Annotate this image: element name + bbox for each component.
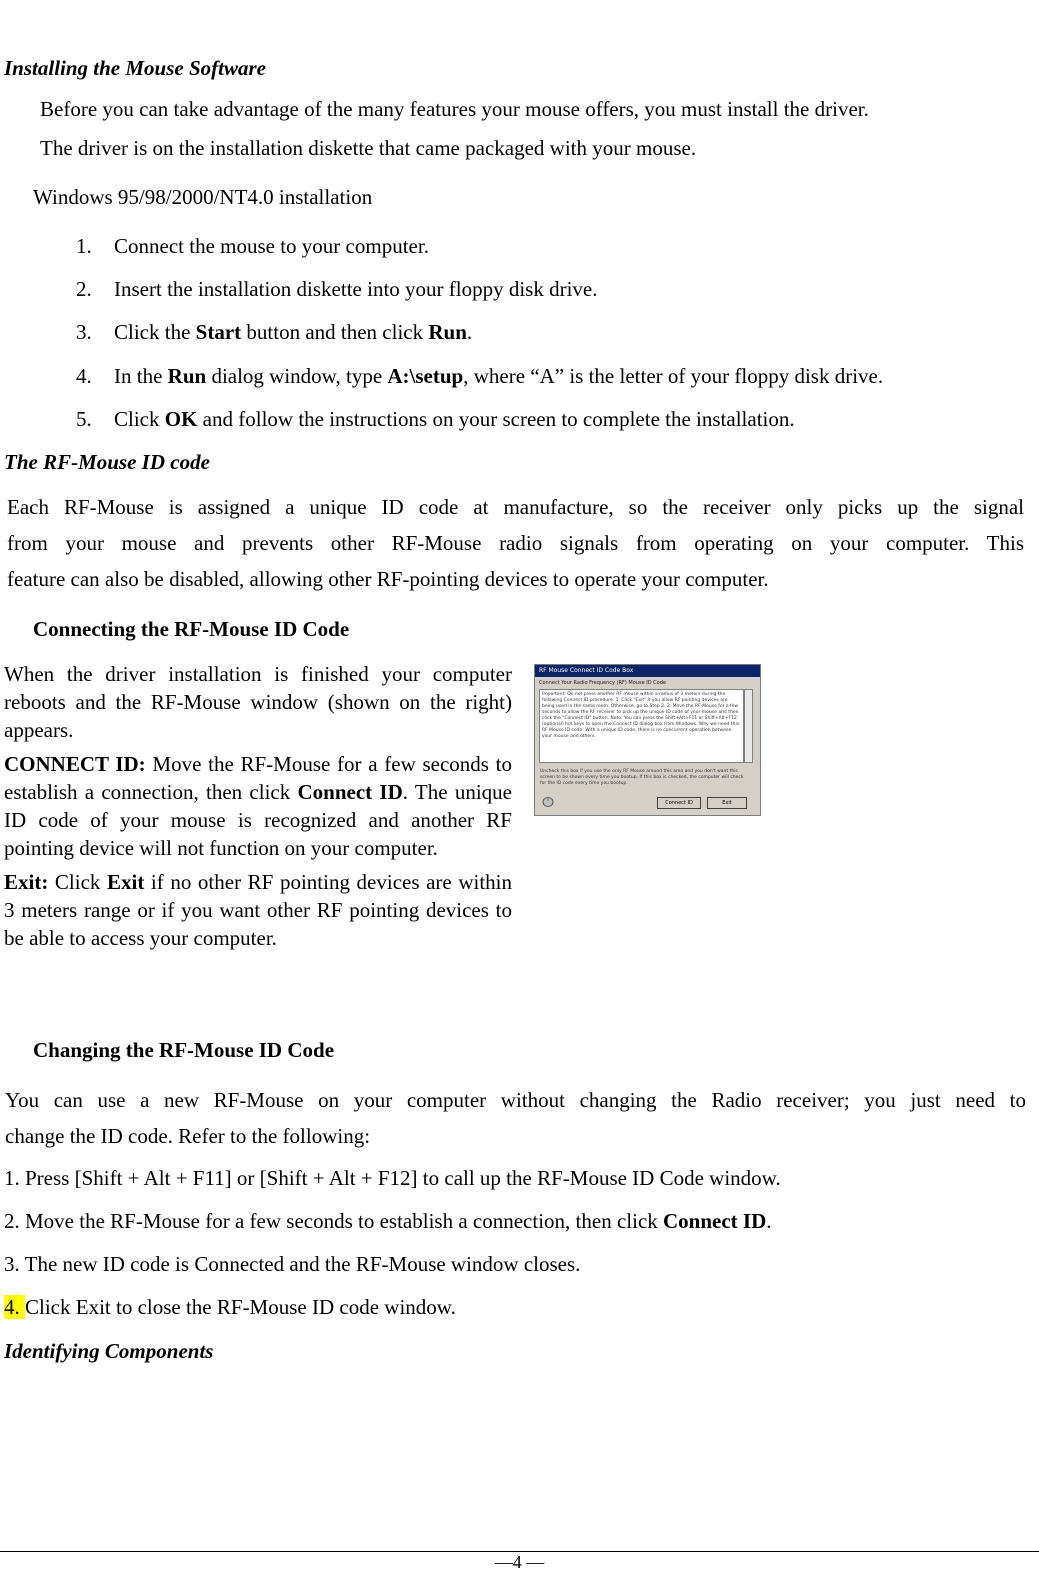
windows-install-subheading: Windows 95/98/2000/NT4.0 installation	[33, 185, 373, 209]
rf-id-line1: Each RF-Mouse is assigned a unique ID code at manufacture, so the receiver only picks up the signal	[7, 495, 1024, 519]
section-heading-identifying: Identifying Components	[4, 1339, 214, 1363]
connecting-exit-paragraph: Exit: Click Exit if no other RF pointing devices are within 3 meters range or if you want other RF pointing devices to be able to access your computer.	[4, 870, 512, 950]
rf-id-paragraph	[7, 489, 1024, 597]
installing-intro-line1: Before you can take advantage of the many features your mouse offers, you must install the driver.	[40, 97, 869, 121]
rf-mouse-dialog-screenshot	[534, 664, 761, 816]
dialog-scrollbar	[744, 689, 753, 763]
dialog-instructions-text: Important: Do not press another RF mouse within a radius of 3 meters during the following Connect ID procedure. 1. Click "Exit" if you allow RF pointing devices are being used in the same room. Otherwise, go to Step 2. 2. Move the RF-Mouse for a few seconds to allow the RF receiver to pick up the unique ID code of your mouse and then click the "Connect ID" button. Note: You can press the Shift+Alt+F11 or Shift+Alt+F12 (optional) hot keys to open the Connect ID dialog box from Windows. Why we need this RF Mouse ID code: With a unique ID code, there is no concurrent operation between your mouse and others.	[539, 689, 744, 763]
dialog-title-bar: RF Mouse Connect ID Code Box	[535, 665, 760, 677]
changing-step-1: 1. Press [Shift + Alt + F11] or [Shift + Alt + F12] to call up the RF-Mouse ID Code window.	[4, 1166, 781, 1190]
changing-step-3: 3. The new ID code is Connected and the RF-Mouse window closes.	[4, 1252, 581, 1276]
changing-line2: change the ID code. Refer to the following:	[5, 1124, 371, 1148]
rf-id-line3: feature can also be disabled, allowing other RF-pointing devices to operate your computer.	[7, 567, 769, 591]
section-heading-rf-id: The RF-Mouse ID code	[4, 450, 210, 474]
section-heading-connecting: Connecting the RF-Mouse ID Code	[33, 617, 350, 641]
section-heading-installing: Installing the Mouse Software	[4, 56, 266, 80]
install-step-2: 2. Insert the installation diskette into your floppy disk drive.	[76, 277, 598, 301]
installing-intro-line2: The driver is on the installation diskette that came packaged with your mouse.	[40, 136, 697, 160]
changing-step-4: 4. Click Exit to close the RF-Mouse ID code window.	[4, 1295, 456, 1319]
install-step-5: 5. Click OK and follow the instructions on your screen to complete the installation.	[76, 407, 795, 431]
connecting-intro: When the driver installation is finished your computer reboots and the RF-Mouse window (shown on the right) appears.	[4, 662, 512, 742]
changing-line1: You can use a new RF-Mouse on your computer without changing the Radio receiver; you just need to	[5, 1088, 1026, 1112]
section-heading-changing: Changing the RF-Mouse ID Code	[33, 1038, 335, 1062]
install-step-1: 1. Connect the mouse to your computer.	[76, 234, 429, 258]
dialog-checkbox-text: Uncheck this box if you use the only RF Mouse around this area and you don't want this screen to be shown every time you bootup. If this box is checked, the computer will check for the ID code every time you bootup.	[540, 769, 744, 786]
dialog-subtitle: Connect Your Radio Frequency (RF) Mouse ID Code	[539, 680, 666, 686]
rf-id-line2: from your mouse and prevents other RF-Mouse radio signals from operating on your computer. This	[7, 531, 1024, 555]
highlighted-step-number: 4.	[4, 1295, 25, 1319]
connecting-column	[4, 660, 512, 952]
page-number: —4 —	[494, 1552, 545, 1572]
changing-paragraph	[5, 1082, 1026, 1154]
connecting-connect-id-paragraph: CONNECT ID: Move the RF-Mouse for a few seconds to establish a connection, then click Connect ID. The unique ID code of your mouse is recognized and another RF pointing device will not function on your computer.	[4, 752, 512, 860]
install-step-3: 3. Click the Start button and then click Run.	[76, 320, 473, 344]
dialog-connect-id-button: Connect ID	[657, 797, 701, 809]
changing-step-2: 2. Move the RF-Mouse for a few seconds to establish a connection, then click Connect ID.	[4, 1209, 772, 1233]
install-step-4: 4. In the Run dialog window, type A:\setup, where “A” is the letter of your floppy disk drive.	[76, 364, 884, 388]
dialog-exit-button: Exit	[707, 797, 747, 809]
mouse-icon	[541, 795, 555, 807]
